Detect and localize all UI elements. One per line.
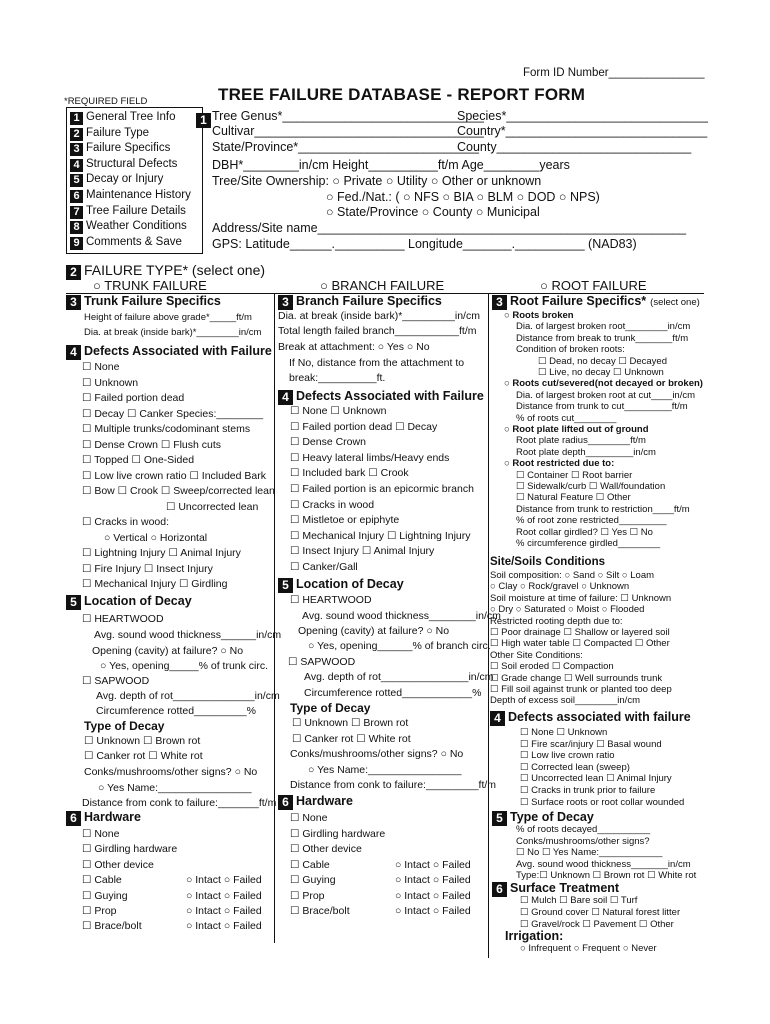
site-soils-item[interactable]: ○ Dry ○ Saturated ○ Moist ○ Flooded [490, 604, 645, 616]
root-specifics-item[interactable]: % circumference girdled________ [516, 538, 661, 549]
trunk-hardware-heading [66, 810, 141, 826]
root-specifics-item[interactable]: % of roots cut________ [516, 412, 617, 424]
root-specifics-item[interactable]: Root plate depth_________in/cm [516, 446, 656, 458]
trunk-defects-heading-text: Defects Associated with Failure [84, 344, 272, 358]
legend-number-badge: 6 [70, 190, 83, 203]
legend-number-badge: 4 [70, 159, 83, 172]
branch-field[interactable]: Break at attachment: ○ Yes ○ No [278, 341, 430, 353]
county-field[interactable]: County____________________________ [457, 140, 692, 154]
branch-location-item: Type of Decay [290, 701, 371, 715]
branch-specifics-heading-badge: 3 [278, 295, 293, 310]
root-decay-item[interactable]: ☐ No ☐ Yes Name:____________ [516, 847, 663, 859]
trunk-defect-item[interactable]: ☐ Topped ☐ One-Sided [82, 454, 195, 466]
branch-defects-heading-badge: 4 [278, 390, 293, 405]
surface-treatment-item[interactable]: ☐ Mulch ☐ Bare soil ☐ Turf [520, 895, 638, 906]
root-specifics-item[interactable]: ☐ Natural Feature ☐ Other [516, 492, 631, 504]
root-defect-item[interactable]: ☐ Corrected lean (sweep) [520, 761, 630, 773]
branch-specifics-heading-text: Branch Failure Specifics [296, 294, 442, 308]
intact-failed-radio[interactable]: ○ Intact ○ Failed [186, 889, 262, 902]
branch-hardware-item[interactable]: ☐ Brace/bolt [290, 905, 350, 917]
root-specifics-item[interactable]: Distance from trunk to restriction____ft/m [516, 503, 690, 515]
trunk-defect-item[interactable]: ☐ Multiple trunks/codominant stems [82, 423, 251, 435]
branch-location-item[interactable]: Avg. sound wood thickness________in/cm [302, 610, 501, 622]
branch-location-item[interactable]: ○ Yes Name:________________ [308, 764, 462, 776]
trunk-defect-item[interactable]: ☐ Low live crown ratio ☐ Included Bark [82, 469, 266, 482]
section-1-badge: 1 [196, 110, 214, 128]
intact-failed-radio[interactable]: ○ Intact ○ Failed [395, 858, 471, 871]
site-soils-item[interactable]: ☐ Fill soil against trunk or planted too deep [490, 684, 672, 695]
branch-defects-heading-text: Defects Associated with Failure [296, 389, 484, 403]
root-decay-item[interactable]: % of roots decayed__________ [516, 824, 651, 835]
legend-item-8[interactable] [70, 219, 202, 235]
root-specifics-item[interactable]: ○ Root restricted due to: [504, 458, 615, 470]
legend-label: Failure Type [86, 126, 150, 139]
root-decay-item[interactable]: Conks/mushrooms/other signs? [516, 835, 650, 847]
branch-defect-item[interactable]: ☐ Failed portion dead ☐ Decay [290, 420, 438, 433]
trunk-specifics-heading-text: Trunk Failure Specifics [84, 294, 221, 308]
branch-defect-item[interactable]: ☐ Dense Crown [290, 436, 366, 449]
site-soils-item[interactable]: ☐ Grade change ☐ Well surrounds trunk [490, 672, 663, 684]
ownership-row-2[interactable]: ○ Fed./Nat.: ( ○ NFS ○ BIA ○ BLM ○ DOD ○ NPS) [326, 190, 600, 204]
branch-defect-item[interactable]: ☐ Failed portion is an epicormic branch [290, 483, 474, 495]
trunk-defect-item[interactable]: ☐ Fire Injury ☐ Insect Injury [82, 562, 213, 575]
branch-field[interactable]: break:__________ft. [289, 372, 386, 384]
trunk-hardware-heading-text: Hardware [84, 810, 141, 824]
branch-hardware-item[interactable]: ☐ Other device [290, 843, 362, 855]
trunk-defects-heading-badge: 4 [66, 345, 81, 360]
trunk-location-item[interactable]: Distance from conk to failure:_______ft/m [82, 797, 277, 809]
root-defect-item[interactable]: ☐ None ☐ Unknown [520, 727, 608, 738]
root-specifics-item[interactable]: Dia. of largest broken root at cut____in/cm [516, 389, 696, 401]
dbh-height-age-fields[interactable]: DBH*________in/cm Height__________ft/m Age________years [212, 158, 570, 172]
trunk-hardware-item[interactable]: ☐ Guying [82, 889, 128, 902]
root-specifics-item[interactable]: Distance from break to trunk_______ft/m [516, 332, 689, 344]
branch-hardware-heading-badge: 6 [278, 795, 293, 810]
surface-treatment-heading-badge: 6 [492, 882, 507, 897]
intact-failed-radio[interactable]: ○ Intact ○ Failed [186, 905, 262, 917]
branch-location-item[interactable]: Avg. depth of rot_______________in/cm [304, 671, 494, 683]
intact-failed-radio[interactable]: ○ Intact ○ Failed [186, 920, 262, 933]
trunk-defect-item[interactable]: ☐ Lightning Injury ☐ Animal Injury [82, 547, 241, 559]
section-legend [66, 107, 203, 254]
surface-treatment-item[interactable]: ☐ Gravel/rock ☐ Pavement ☐ Other [520, 918, 674, 930]
trunk-location-item[interactable]: Avg. sound wood thickness______in/cm [94, 629, 282, 641]
trunk-location-item[interactable]: ○ Yes Name:________________ [98, 782, 252, 794]
legend-label: Maintenance History [86, 188, 191, 201]
legend-label: Comments & Save [86, 235, 182, 248]
surface-treatment-item[interactable]: ☐ Ground cover ☐ Natural forest litter [520, 906, 681, 918]
branch-defect-item[interactable]: ☐ None ☐ Unknown [290, 405, 387, 417]
branch-hardware-heading-text: Hardware [296, 794, 353, 808]
required-field-note: *REQUIRED FIELD [64, 96, 148, 107]
legend-label: General Tree Info [86, 111, 176, 123]
site-soils-item[interactable]: Restricted rooting depth due to: [490, 615, 623, 627]
legend-item-1[interactable] [70, 110, 202, 126]
legend-number-badge: 9 [70, 237, 83, 250]
branch-hardware-item[interactable]: ☐ Guying [290, 874, 336, 886]
trunk-location-item[interactable]: Conks/mushrooms/other signs? ○ No [84, 766, 258, 778]
trunk-location-heading-badge: 5 [66, 595, 81, 610]
site-soils-item[interactable]: ☐ Poor drainage ☐ Shallow or layered soil [490, 627, 670, 638]
branch-defect-item[interactable]: ☐ Mechanical Injury ☐ Lightning Injury [290, 529, 471, 542]
branch-location-item[interactable]: ☐ Canker rot ☐ White rot [292, 733, 411, 745]
branch-hardware-item[interactable]: ☐ None [290, 812, 328, 824]
root-failure-option[interactable]: ○ ROOT FAILURE [540, 278, 647, 293]
country-field[interactable]: Country*_____________________________ [457, 124, 708, 138]
branch-location-item[interactable]: ☐ Unknown ☐ Brown rot [292, 717, 409, 729]
trunk-location-item[interactable]: ☐ Unknown ☐ Brown rot [84, 735, 201, 747]
failure-type-heading: 2 FAILURE TYPE* (select one) [66, 262, 265, 280]
root-specifics-item[interactable]: Distance from trunk to cut_________ft/m [516, 401, 688, 413]
root-specifics-note: (select one) [650, 297, 700, 308]
legend-item-4[interactable] [70, 157, 202, 173]
column-divider-1 [274, 293, 275, 943]
branch-location-item[interactable]: Opening (cavity) at failure? ○ No [298, 625, 450, 637]
legend-label: Tree Failure Details [86, 204, 186, 217]
site-soils-item[interactable]: ○ Clay ○ Rock/gravel ○ Unknown [490, 581, 630, 593]
branch-defect-item[interactable]: ☐ Mistletoe or epiphyte [290, 514, 400, 527]
site-soils-item[interactable]: Soil composition: ○ Sand ○ Silt ○ Loam [490, 570, 655, 581]
site-soils-heading: Site/Soils Conditions [490, 556, 606, 568]
ownership-row-3[interactable]: ○ State/Province ○ County ○ Municipal [326, 205, 540, 219]
trunk-defect-item[interactable]: ☐ Unknown [82, 376, 139, 389]
irrigation-heading: Irrigation: [505, 929, 564, 943]
branch-hardware-item[interactable]: ☐ Cable [290, 858, 330, 871]
branch-defects-heading [278, 389, 484, 405]
species-field[interactable]: Species*_____________________________ [457, 109, 708, 123]
trunk-specifics-heading-badge: 3 [66, 295, 81, 310]
root-specifics-heading-text: Root Failure Specifics* [510, 294, 647, 308]
trunk-defect-item[interactable]: ☐ Dense Crown ☐ Flush cuts [82, 438, 222, 451]
ownership-row-1[interactable]: Tree/Site Ownership: ○ Private ○ Utility ○ Other or unknown [212, 174, 542, 188]
legend-item-2[interactable] [70, 126, 202, 142]
legend-item-3[interactable] [70, 141, 202, 157]
branch-field[interactable]: Dia. at break (inside bark)*_________in/cm [278, 310, 480, 322]
trunk-defect-item[interactable]: ☐ Mechanical Injury ☐ Girdling [82, 578, 228, 590]
branch-location-item[interactable]: ○ Yes, opening______% of branch circ. [308, 640, 491, 652]
legend-item-5[interactable] [70, 172, 202, 188]
root-specifics-item[interactable]: % of root zone restricted_________ [516, 515, 667, 527]
legend-item-7[interactable] [70, 204, 202, 220]
root-specifics-item[interactable]: Root plate radius________ft/m [516, 435, 646, 447]
branch-hardware-heading [278, 794, 353, 810]
root-specifics-item[interactable]: Condition of broken roots: [516, 344, 625, 356]
branch-defect-item[interactable]: ☐ Insect Injury ☐ Animal Injury [290, 545, 435, 558]
site-soils-item[interactable]: Other Site Conditions: [490, 649, 583, 661]
branch-location-item[interactable]: Circumference rotted____________% [304, 687, 482, 699]
trunk-location-heading-text: Location of Decay [84, 594, 192, 608]
legend-number-badge: 1 [70, 112, 83, 125]
branch-hardware-item[interactable]: ☐ Prop [290, 889, 325, 902]
legend-label: Weather Conditions [86, 220, 187, 233]
trunk-hardware-item[interactable]: ☐ Cable [82, 874, 122, 887]
root-defect-item[interactable]: ☐ Low live crown ratio [520, 750, 615, 762]
trunk-location-item[interactable]: Circumference rotted_________% [96, 705, 256, 717]
trunk-dia-field[interactable]: Dia. at break (inside bark)*________in/cm [84, 327, 262, 338]
root-defects-heading-text: Defects associated with failure [508, 710, 691, 724]
branch-location-heading-text: Location of Decay [296, 577, 404, 591]
trunk-location-heading [66, 594, 192, 610]
root-decay-heading-badge: 5 [492, 811, 507, 826]
page-title: TREE FAILURE DATABASE - REPORT FORM [218, 85, 586, 104]
branch-location-item[interactable]: ☐ SAPWOOD [288, 656, 356, 668]
root-defect-item[interactable]: ☐ Cracks in trunk prior to failure [520, 785, 656, 796]
trunk-defect-item[interactable]: ☐ None [82, 361, 120, 373]
trunk-location-item[interactable]: ☐ Canker rot ☐ White rot [84, 750, 203, 762]
trunk-hardware-item[interactable]: ☐ None [82, 828, 120, 840]
trunk-height-field[interactable]: Height of failure above grade*_____ft/m [84, 312, 252, 323]
trunk-defect-item[interactable]: ○ Vertical ○ Horizontal [104, 531, 208, 544]
root-decay-heading-text: Type of Decay [510, 810, 594, 824]
trunk-defects-heading [66, 344, 272, 360]
legend-number-badge: 3 [70, 143, 83, 156]
legend-number-badge: 8 [70, 221, 83, 234]
irrigation-options[interactable]: ○ Infrequent ○ Frequent ○ Never [520, 943, 657, 954]
trunk-defect-item[interactable]: ☐ Failed portion dead [82, 392, 185, 404]
branch-field[interactable]: Total length failed branch___________ft/m [278, 325, 477, 337]
trunk-hardware-item[interactable]: ☐ Girdling hardware [82, 843, 178, 856]
root-decay-item[interactable]: Avg. sound wood thickness_______in/cm [516, 858, 691, 870]
surface-treatment-heading-text: Surface Treatment [510, 881, 620, 895]
root-specifics-item[interactable]: ○ Root plate lifted out of ground [504, 424, 649, 435]
root-specifics-item[interactable]: ☐ Dead, no decay ☐ Decayed [538, 355, 667, 367]
legend-number-badge: 2 [70, 128, 83, 141]
trunk-defect-item[interactable]: ☐ Cracks in wood: [82, 516, 170, 528]
trunk-hardware-item[interactable]: ☐ Other device [82, 858, 154, 871]
intact-failed-radio[interactable]: ○ Intact ○ Failed [186, 874, 262, 887]
root-defect-item[interactable]: ☐ Surface roots or root collar wounded [520, 796, 685, 808]
trunk-specifics-heading [66, 294, 221, 310]
root-specifics-item[interactable]: ○ Roots cut/severed(not decayed or broken) [504, 378, 703, 390]
branch-hardware-item[interactable]: ☐ Girdling hardware [290, 827, 386, 840]
site-soils-item[interactable]: Soil moisture at time of failure: ☐ Unknown [490, 592, 672, 604]
root-defect-item[interactable]: ☐ Uncorrected lean ☐ Animal Injury [520, 773, 672, 785]
trunk-hardware-heading-badge: 6 [66, 811, 81, 826]
site-soils-item[interactable]: ☐ High water table ☐ Compacted ☐ Other [490, 638, 670, 650]
root-defects-heading [490, 710, 691, 726]
root-defects-heading-badge: 4 [490, 711, 505, 726]
legend-number-badge: 5 [70, 174, 83, 187]
branch-location-heading [278, 577, 404, 593]
root-specifics-item[interactable]: ☐ Sidewalk/curb ☐ Wall/foundation [516, 481, 666, 492]
gps-field[interactable]: GPS: Latitude______.__________ Longitude_______.__________ (NAD83) [212, 237, 637, 251]
root-specifics-heading [492, 294, 700, 310]
legend-label: Structural Defects [86, 157, 178, 170]
intact-failed-radio[interactable]: ○ Intact ○ Failed [395, 905, 471, 917]
trunk-defect-item[interactable]: ☐ Decay ☐ Canker Species:________ [82, 407, 264, 420]
legend-number-badge: 7 [70, 206, 83, 219]
root-specifics-item[interactable]: ○ Roots broken [504, 310, 574, 321]
trunk-location-item[interactable]: Avg. depth of rot______________in/cm [96, 690, 280, 702]
branch-field[interactable]: If No, distance from the attachment to [289, 357, 465, 369]
branch-location-heading-badge: 5 [278, 578, 293, 593]
branch-defect-item[interactable]: ☐ Heavy lateral limbs/Heavy ends [290, 451, 450, 464]
branch-location-item[interactable]: ☐ HEARTWOOD [290, 594, 372, 606]
state-field[interactable]: State/Province*__________________________ [212, 140, 479, 154]
root-defect-item[interactable]: ☐ Fire scar/injury ☐ Basal wound [520, 738, 662, 750]
trunk-location-item: Type of Decay [84, 719, 165, 733]
intact-failed-radio[interactable]: ○ Intact ○ Failed [395, 874, 471, 886]
intact-failed-radio[interactable]: ○ Intact ○ Failed [395, 889, 471, 902]
trunk-failure-option[interactable]: ○ TRUNK FAILURE [93, 278, 207, 293]
branch-defect-item[interactable]: ☐ Cracks in wood [290, 498, 375, 511]
trunk-defect-item[interactable]: ☐ Bow ☐ Crook ☐ Sweep/corrected lean [82, 485, 275, 497]
address-field[interactable]: Address/Site name_____________________________________________________ [212, 221, 687, 235]
legend-item-9[interactable] [70, 235, 202, 251]
trunk-hardware-item[interactable]: ☐ Prop [82, 905, 117, 917]
site-soils-item[interactable]: ☐ Soil eroded ☐ Compaction [490, 661, 614, 673]
trunk-location-item[interactable]: ☐ SAPWOOD [82, 675, 150, 687]
root-specifics-heading-badge: 3 [492, 295, 507, 310]
trunk-location-item[interactable]: ☐ HEARTWOOD [82, 613, 164, 625]
trunk-location-item[interactable]: ○ Yes, opening_____% of trunk circ. [100, 660, 269, 672]
trunk-defect-item[interactable]: ☐ Uncorrected lean [166, 500, 259, 513]
column-divider-2 [488, 293, 489, 958]
trunk-hardware-item[interactable]: ☐ Brace/bolt [82, 920, 142, 933]
site-soils-item[interactable]: Depth of excess soil________in/cm [490, 695, 640, 707]
branch-failure-option[interactable]: ○ BRANCH FAILURE [320, 278, 445, 293]
branch-location-item[interactable]: Distance from conk to failure:_________ft/m [290, 779, 497, 791]
trunk-location-item[interactable]: Opening (cavity) at failure? ○ No [92, 645, 244, 657]
legend-item-6[interactable] [70, 188, 202, 204]
root-specifics-item[interactable]: Root collar girdled? ☐ Yes ☐ No [516, 526, 653, 538]
root-specifics-item[interactable]: Dia. of largest broken root________in/cm [516, 321, 691, 333]
form-id-field[interactable]: Form ID Number_______________ [523, 67, 705, 79]
cultivar-field[interactable]: Cultivar_________________________________ [212, 124, 484, 138]
root-specifics-item[interactable]: ☐ Live, no decay ☐ Unknown [538, 367, 664, 378]
branch-specifics-heading [278, 294, 442, 310]
branch-location-item[interactable]: Conks/mushrooms/other signs? ○ No [290, 748, 464, 760]
root-specifics-item[interactable]: ☐ Container ☐ Root barrier [516, 469, 633, 481]
legend-label: Decay or Injury [86, 173, 164, 186]
branch-defect-item[interactable]: ☐ Canker/Gall [290, 561, 358, 573]
tree-genus-field[interactable]: Tree Genus*_____________________________ [212, 109, 485, 123]
root-decay-item[interactable]: Type:☐ Unknown ☐ Brown rot ☐ White rot [516, 870, 697, 882]
legend-label: Failure Specifics [86, 142, 171, 155]
branch-defect-item[interactable]: ☐ Included bark ☐ Crook [290, 467, 409, 480]
